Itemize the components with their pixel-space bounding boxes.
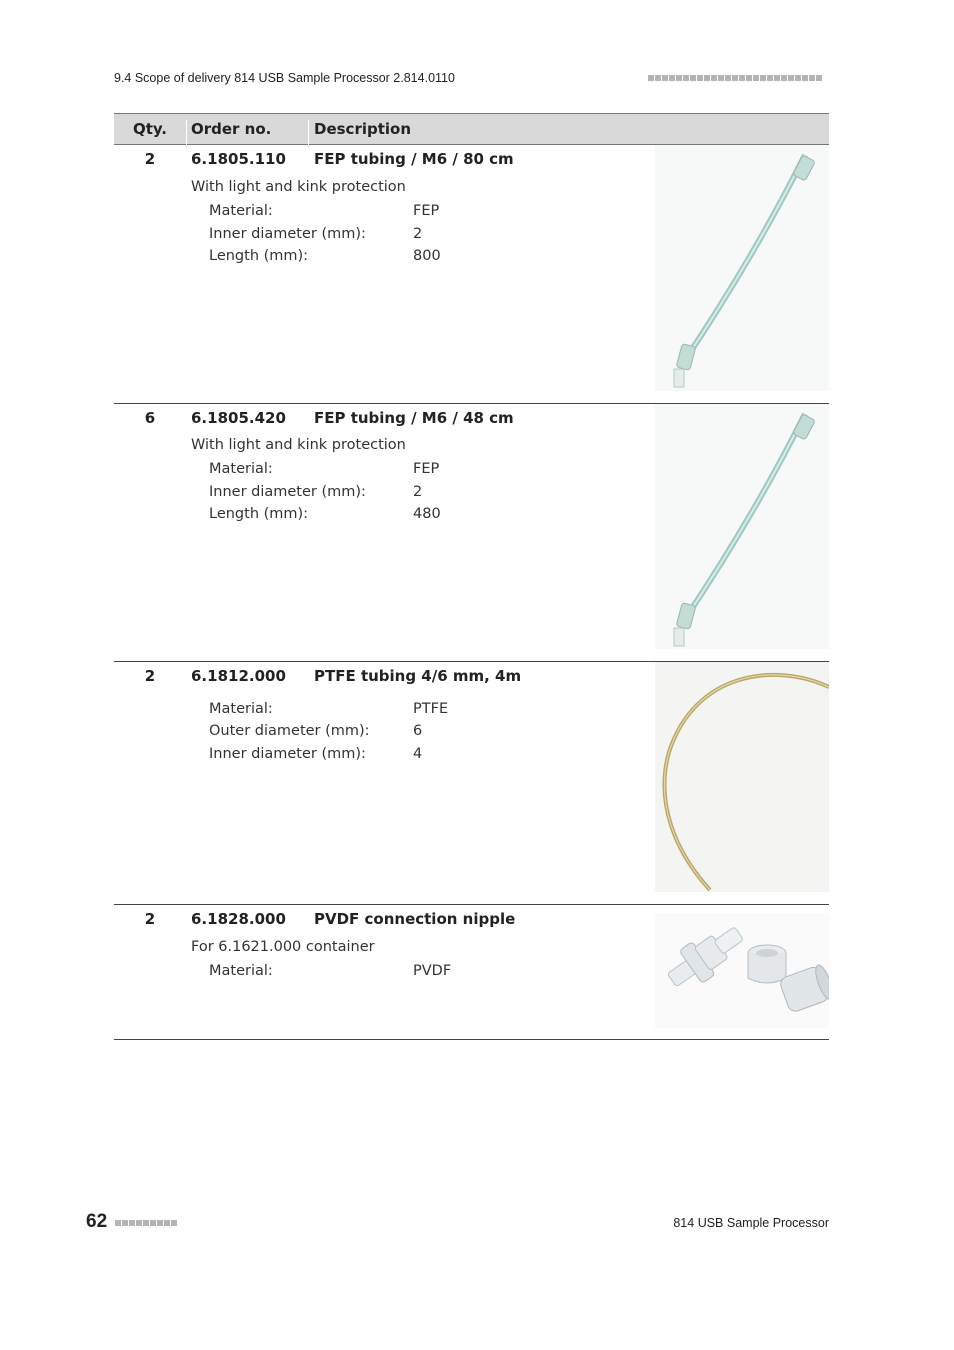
footer-dots-decoration bbox=[115, 1220, 177, 1226]
row-qty: 2 bbox=[144, 667, 156, 685]
column-header-description: Description bbox=[314, 120, 412, 138]
spec-value: FEP bbox=[413, 203, 440, 219]
row-order-number: 6.1805.420 bbox=[191, 409, 286, 427]
spec-value: PTFE bbox=[413, 701, 449, 717]
spec-label: Length (mm): bbox=[209, 248, 309, 264]
spec-value: 800 bbox=[413, 248, 441, 264]
spec-label: Inner diameter (mm): bbox=[209, 226, 366, 242]
spec-value: 6 bbox=[413, 723, 423, 739]
spec-value: 480 bbox=[413, 506, 441, 522]
header-dots-decoration bbox=[648, 75, 822, 81]
column-header-order: Order no. bbox=[191, 120, 272, 138]
row-order-number: 6.1828.000 bbox=[191, 910, 286, 928]
section-title: 9.4 Scope of delivery 814 USB Sample Processor 2.814.0110 bbox=[114, 71, 455, 85]
pvdf-nipple-image bbox=[655, 913, 829, 1028]
row-note: With light and kink protection bbox=[191, 179, 406, 195]
ptfe-tubing-image bbox=[655, 662, 829, 892]
spec-label: Inner diameter (mm): bbox=[209, 484, 366, 500]
table-row bbox=[114, 145, 829, 404]
row-title: FEP tubing / M6 / 48 cm bbox=[314, 409, 514, 427]
table-row bbox=[114, 662, 829, 905]
row-title: PVDF connection nipple bbox=[314, 910, 516, 928]
spec-value: FEP bbox=[413, 461, 440, 477]
spec-value: 2 bbox=[413, 484, 423, 500]
row-qty: 2 bbox=[144, 910, 156, 928]
spec-label: Material: bbox=[209, 701, 273, 717]
row-title: PTFE tubing 4/6 mm, 4m bbox=[314, 667, 522, 685]
spec-label: Material: bbox=[209, 461, 273, 477]
row-qty: 2 bbox=[144, 150, 156, 168]
column-header-qty: Qty. bbox=[132, 120, 168, 138]
row-note: For 6.1621.000 container bbox=[191, 939, 375, 955]
scope-of-delivery-table bbox=[114, 113, 829, 1040]
row-order-number: 6.1805.110 bbox=[191, 150, 286, 168]
spec-value: 4 bbox=[413, 746, 423, 762]
spec-label: Material: bbox=[209, 963, 273, 979]
fep-tubing-image bbox=[655, 145, 829, 391]
spec-label: Inner diameter (mm): bbox=[209, 746, 366, 762]
table-row bbox=[114, 905, 829, 1040]
fep-tubing-image bbox=[655, 404, 829, 649]
spec-label: Material: bbox=[209, 203, 273, 219]
spec-label: Length (mm): bbox=[209, 506, 309, 522]
row-title: FEP tubing / M6 / 80 cm bbox=[314, 150, 514, 168]
page-number: 62 bbox=[86, 1211, 108, 1232]
row-qty: 6 bbox=[144, 409, 156, 427]
row-note: With light and kink protection bbox=[191, 437, 406, 453]
row-order-number: 6.1812.000 bbox=[191, 667, 286, 685]
spec-label: Outer diameter (mm): bbox=[209, 723, 370, 739]
table-header bbox=[114, 113, 829, 145]
footer-product-name: 814 USB Sample Processor bbox=[673, 1216, 829, 1230]
spec-value: 2 bbox=[413, 226, 423, 242]
table-row bbox=[114, 404, 829, 662]
spec-value: PVDF bbox=[413, 963, 452, 979]
